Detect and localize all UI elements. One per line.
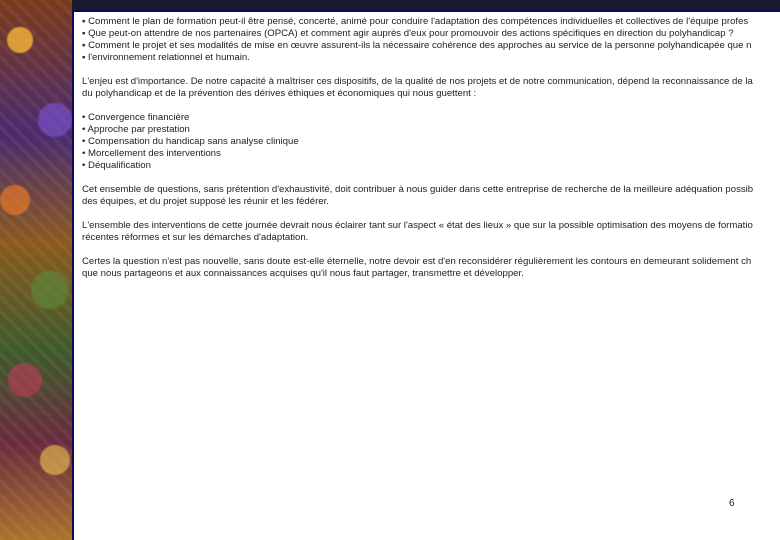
- page-number: 6: [729, 498, 735, 509]
- paragraph-line: récentes réformes et sur les démarches d'adaptation.: [82, 232, 309, 243]
- bullet-line: ▪ Comment le projet et ses modalités de mise en œuvre assurent-ils la nécessaire cohérence des approches au service de la personne polyhandicapée que n: [82, 40, 752, 51]
- paragraph-line: Cet ensemble de questions, sans prétention d'exhaustivité, doit contribuer à nous guider dans cette entreprise de recherche de la meilleure adéquation possib: [82, 184, 754, 195]
- bullet-line: ▪ Que peut-on attendre de nos partenaires (OPCA) et comment agir auprès d'eux pour promouvoir des actions spécifiques en direction du polyhandicap ?: [82, 28, 734, 39]
- decorative-side-image: [0, 0, 72, 540]
- paragraph-line: L'enjeu est d'importance. De notre capacité à maîtriser ces dispositifs, de la qualité de nos projets et de notre communication, dépend la reconnaissance de la: [82, 76, 753, 87]
- risk-item: • Compensation du handicap sans analyse clinique: [82, 136, 299, 147]
- bullet-line: ▪ Comment le plan de formation peut-il être pensé, concerté, animé pour conduire l'adaptation des compétences individuelles et collectives de l'équipe profes: [82, 16, 749, 27]
- paragraph-line: que nous partageons et aux connaissances acquises qu'il nous faut partager, transmettre et développer.: [82, 268, 524, 279]
- paragraph-line: du polyhandicap et de la prévention des dérives éthiques et économiques qui nous guettent :: [82, 88, 477, 99]
- bullet-line: ▪ l'environnement relationnel et humain.: [82, 52, 250, 63]
- risk-item: • Morcellement des interventions: [82, 148, 221, 159]
- paragraph-line: Certes la question n'est pas nouvelle, sans doute est-elle éternelle, notre devoir est d'en reconsidérer régulièrement les contours en demeurant solidement ch: [82, 256, 752, 267]
- paragraph-line: des équipes, et du projet supposé les réunir et les fédérer.: [82, 196, 329, 207]
- risk-item: • Convergence financière: [82, 112, 190, 123]
- risk-item: • Déqualification: [82, 160, 151, 171]
- risk-item: • Approche par prestation: [82, 124, 190, 135]
- paragraph-line: L'ensemble des interventions de cette journée devrait nous éclairer tant sur l'aspect « état des lieux » que sur la possible optimisation des moyens de formatio: [82, 220, 753, 231]
- slide-panel: [72, 10, 780, 540]
- slide-text: [82, 16, 780, 280]
